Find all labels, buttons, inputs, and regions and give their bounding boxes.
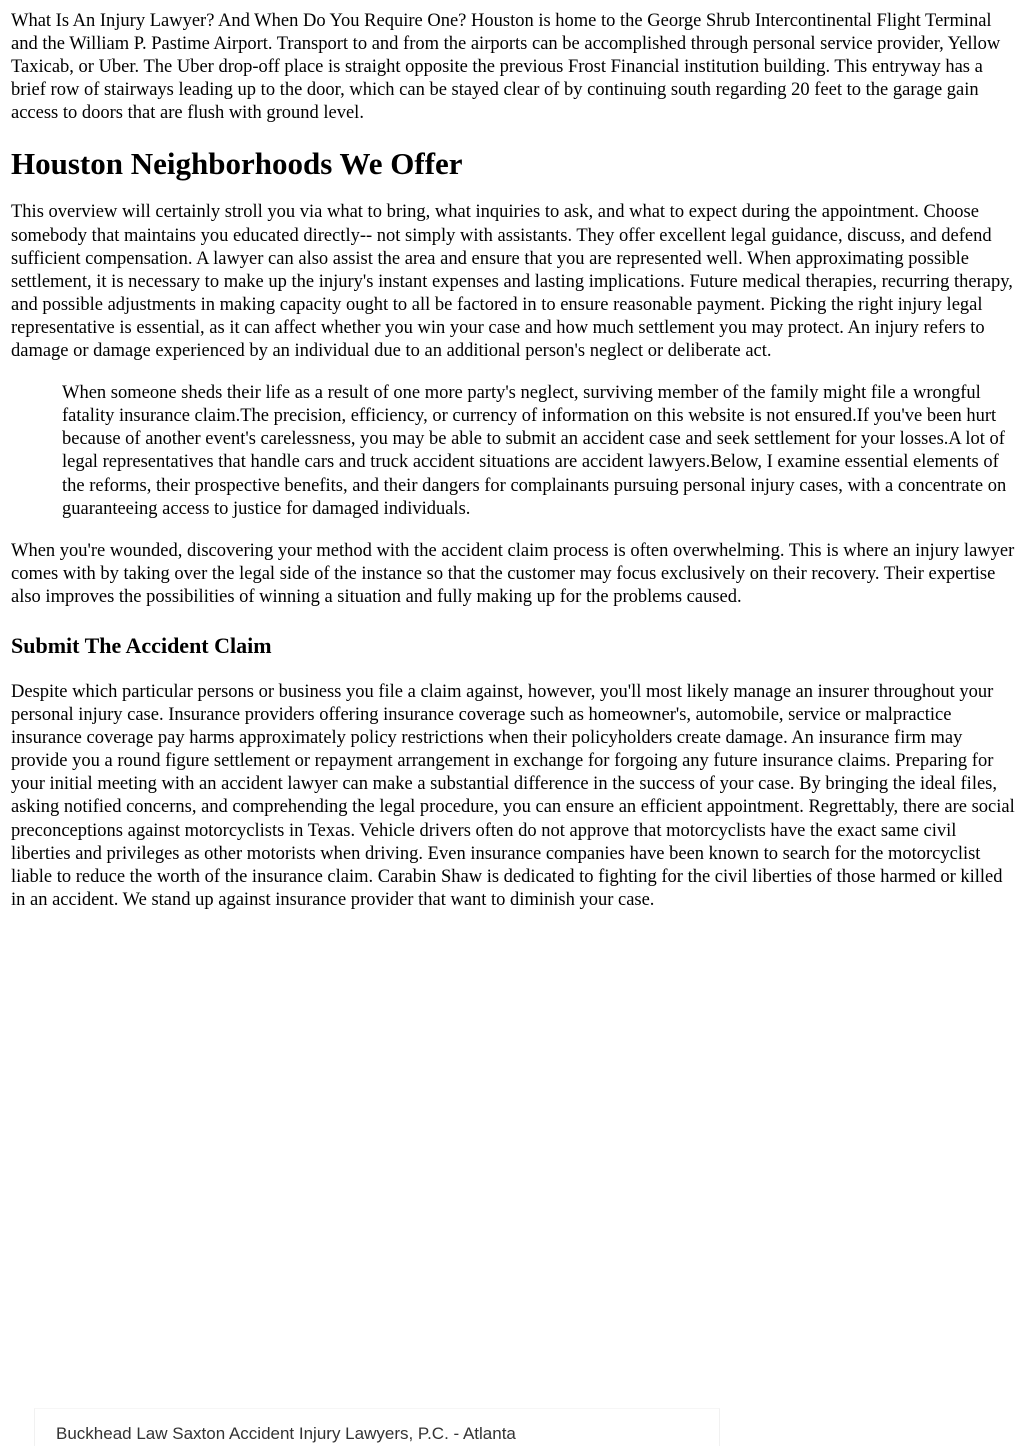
intro-paragraph: What Is An Injury Lawyer? And When Do You Require One? Houston is home to the George Shrub Intercontinental Flight Terminal and the William P. Pastime Airport. Transport to and from the airports can be accomplished through personal service provider, Yellow Taxicab, or Uber. The Uber drop-off place is straight opposite the previous Frost Financial institution building. This entryway has a brief row of stairways leading up to the door, which can be stayed clear of by continuing south regarding 20 feet to the garage gain access to doors that are flush with ground level. [11, 11, 1001, 124]
section-heading-accident-claim: Submit The Accident Claim [11, 632, 272, 658]
body-paragraph: Despite which particular persons or business you file a claim against, however, you'll most likely manage an insurer throughout your personal injury case. Insurance providers offering insurance coverage such as homeowner's, automobile, service or malpractice insurance coverage pay harms approximately policy restrictions when their policyholders create damage. An insurance firm may provide you a round figure settlement or repayment arrangement in exchange for forgoing any future insurance claims. Preparing for your initial meeting with an accident lawyer can make a substantial difference in the success of your case. By bringing the ideal files, asking notified concerns, and comprehending the legal procedure, you can ensure an efficient appointment. Regrettably, there are social preconceptions against motorcyclists in Texas. Vehicle drivers often do not approve that motorcyclists have the exact same civil liberties and privileges as other motorists when driving. Even insurance companies have been known to search for the motorcyclist liable to reduce the worth of the insurance claim. Carabin Shaw is dedicated to fighting for the civil liberties of those harmed or killed in an accident. We stand up against insurance provider that want to diminish your case. [11, 681, 1015, 910]
body-paragraph: This overview will certainly stroll you via what to bring, what inquiries to ask, and what to expect during the appointment. Choose somebody that maintains you educated directly-- not simply with assistants. They offer excellent legal guidance, discuss, and defend sufficient compensation. A lawyer can also assist the area and ensure that you are represented well. When approximating possible settlement, it is necessary to make up the injury's instant expenses and lasting implications. Future medical therapies, recurring therapy, and possible adjustments in making capacity ought to all be factored in to ensure reasonable payment. Picking the right injury legal representative is essential, as it can affect whether you win your case and how much settlement you may protect. An injury refers to damage or damage experienced by an individual due to an additional person's neglect or deliberate act. [11, 202, 1013, 362]
quote-text: When someone sheds their life as a result of one more party's neglect, surviving member of the family might file a wrongful fatality insurance claim.The precision, efficiency, or currency of information on this website is not ensured.If you've been hurt because of another event's carelessness, you may be able to submit an accident case and seek settlement for your losses.A lot of legal representatives that handle cars and truck accident situations are accident lawyers.Below, I examine essential elements of the reforms, their prospective benefits, and their dangers for complainants pursuing personal injury cases, with a concentrate on guaranteeing access to justice for damaged individuals. [62, 383, 1007, 519]
blockquote [62, 382, 1017, 521]
section-heading-neighborhoods: Houston Neighborhoods We Offer [11, 146, 463, 182]
article [11, 0, 1017, 912]
body-paragraph: When you're wounded, discovering your method with the accident claim process is often overwhelming. This is where an injury lawyer comes with by taking over the legal side of the instance so that the customer may focus exclusively on their recovery. Their expertise also improves the possibilities of winning a situation and fully making up for the problems caused. [11, 540, 1015, 607]
footer-bar [34, 1408, 720, 1446]
footer-link[interactable]: Buckhead Law Saxton Accident Injury Lawyers, P.C. - Atlanta [56, 1424, 516, 1443]
